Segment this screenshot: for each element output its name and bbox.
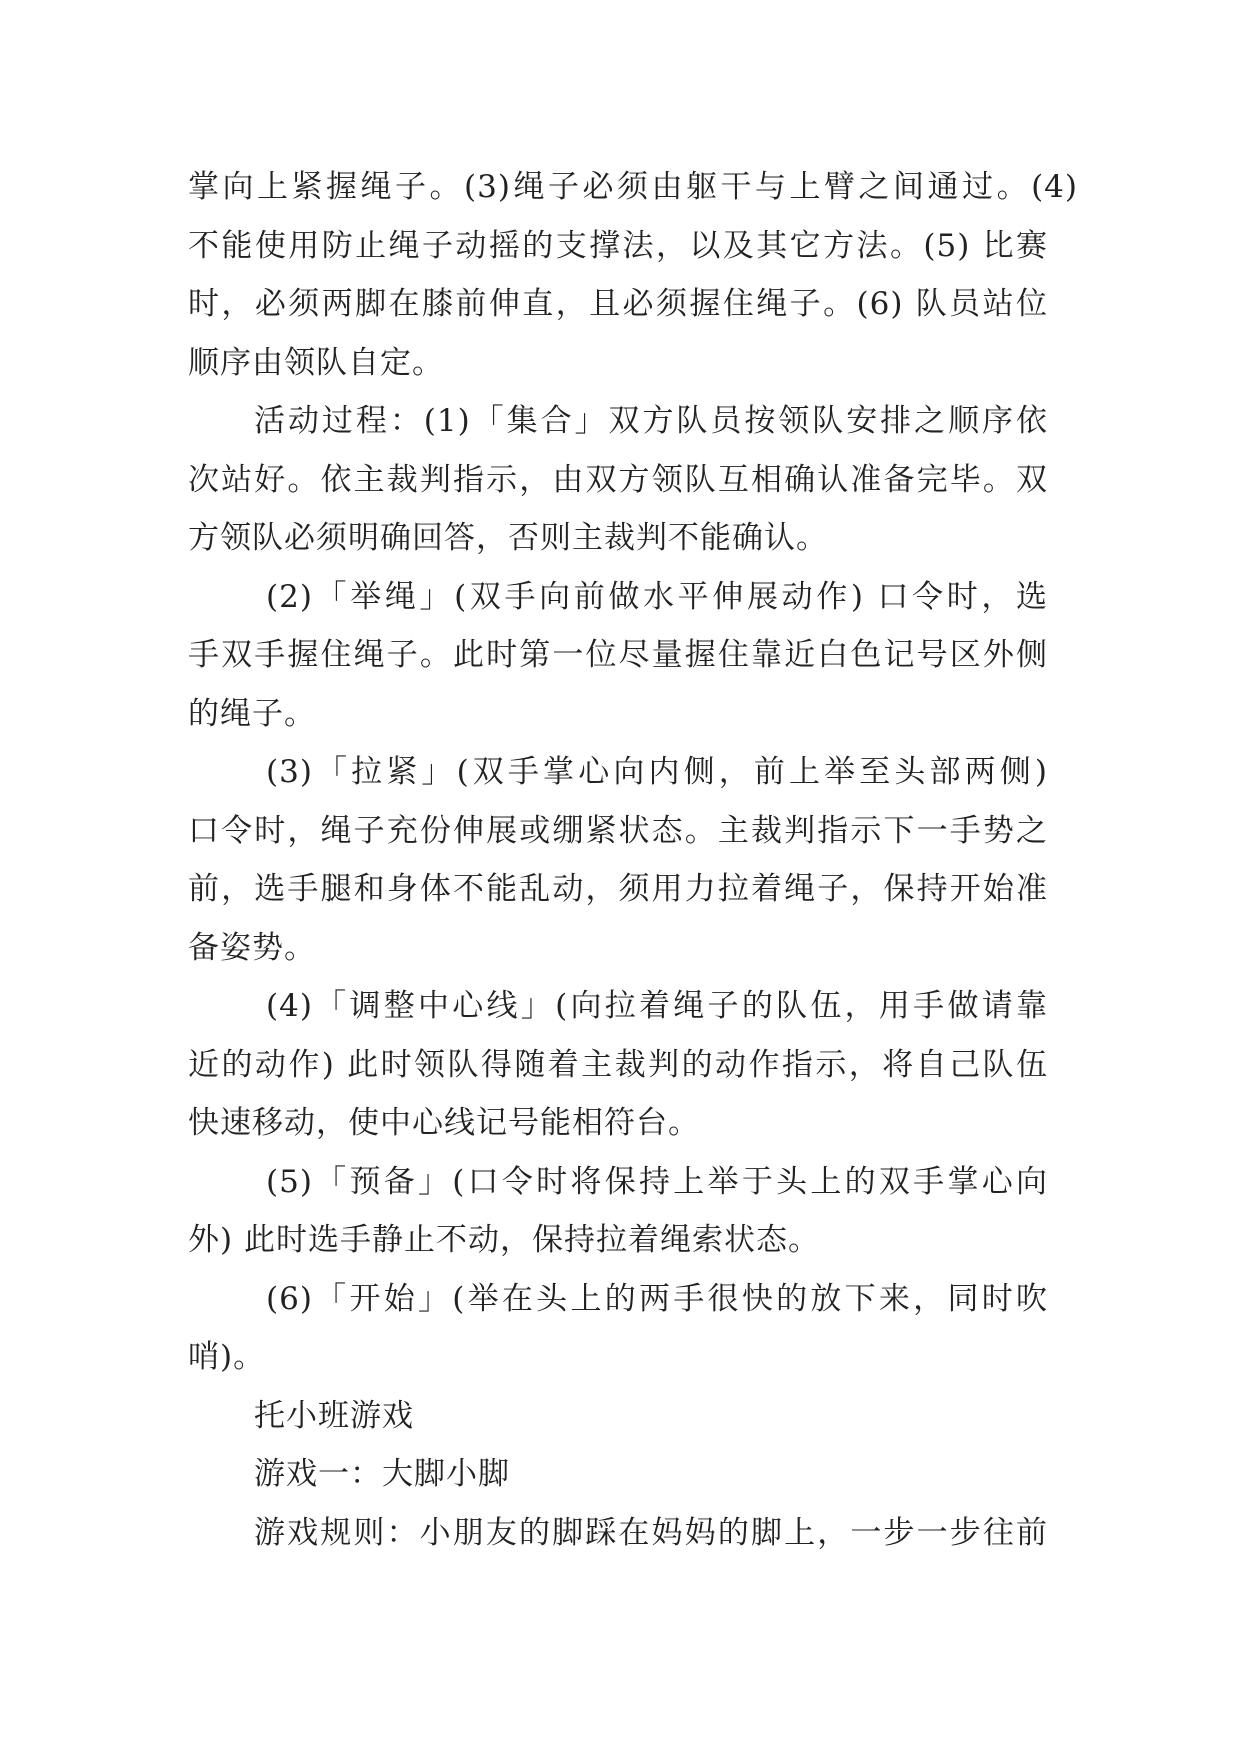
text-line: 外) 此时选手静止不动，保持拉着绳索状态。: [188, 1222, 820, 1258]
text-line: 快速移动，使中心线记号能相符台。: [188, 1105, 700, 1141]
text-line: 不能使用防止绳子动摇的支撑法，以及其它方法。(5) 比赛: [188, 227, 1048, 264]
text-line: 前，选手腿和身体不能乱动，须用力拉着绳子，保持开始准: [188, 871, 1048, 907]
text-line: (4)「调整中心线」(向拉着绳子的队伍，用手做请靠: [266, 988, 1048, 1024]
text-line: (5)「预备」(口令时将保持上举于头上的双手掌心向: [266, 1163, 1048, 1200]
subsection-heading: 游戏一：大脚小脚: [254, 1456, 510, 1492]
text-line: 顺序由领队自定。: [188, 344, 444, 381]
text-line: 掌向上紧握绳子。(3)绳子必须由躯干与上臂之间通过。(4): [188, 169, 1078, 205]
text-line: 哨)。: [188, 1339, 266, 1375]
text-line: 的绳子。: [188, 695, 316, 732]
body-text: [188, 158, 1078, 1562]
text-line: 次站好。依主裁判指示，由双方领队互相确认准备完毕。双: [188, 461, 1048, 498]
text-line: (3)「拉紧」(双手掌心向内侧，前上举至头部两侧): [266, 754, 1048, 790]
text-line: 游戏规则：小朋友的脚踩在妈妈的脚上，一步一步往前: [254, 1514, 1048, 1551]
text-line: (2)「举绳」(双手向前做水平伸展动作) 口令时，选: [266, 578, 1048, 615]
text-line: 时，必须两脚在膝前伸直，且必须握住绳子。(6) 队员站位: [188, 286, 1048, 322]
text-line: 活动过程：(1)「集合」双方队员按领队安排之顺序依: [254, 403, 1048, 439]
text-line: 手双手握住绳子。此时第一位尽量握住靠近白色记号区外侧: [188, 637, 1048, 673]
section-heading: 托小班游戏: [254, 1397, 414, 1434]
text-line: 方领队必须明确回答，否则主裁判不能确认。: [188, 520, 828, 556]
text-line: 近的动作) 此时领队得随着主裁判的动作指示，将自己队伍: [188, 1046, 1048, 1083]
text-line: (6)「开始」(举在头上的两手很快的放下来，同时吹: [266, 1280, 1048, 1317]
text-line: 口令时，绳子充份伸展或绷紧状态。主裁判指示下一手势之: [188, 812, 1048, 849]
text-line: 备姿势。: [188, 929, 316, 966]
